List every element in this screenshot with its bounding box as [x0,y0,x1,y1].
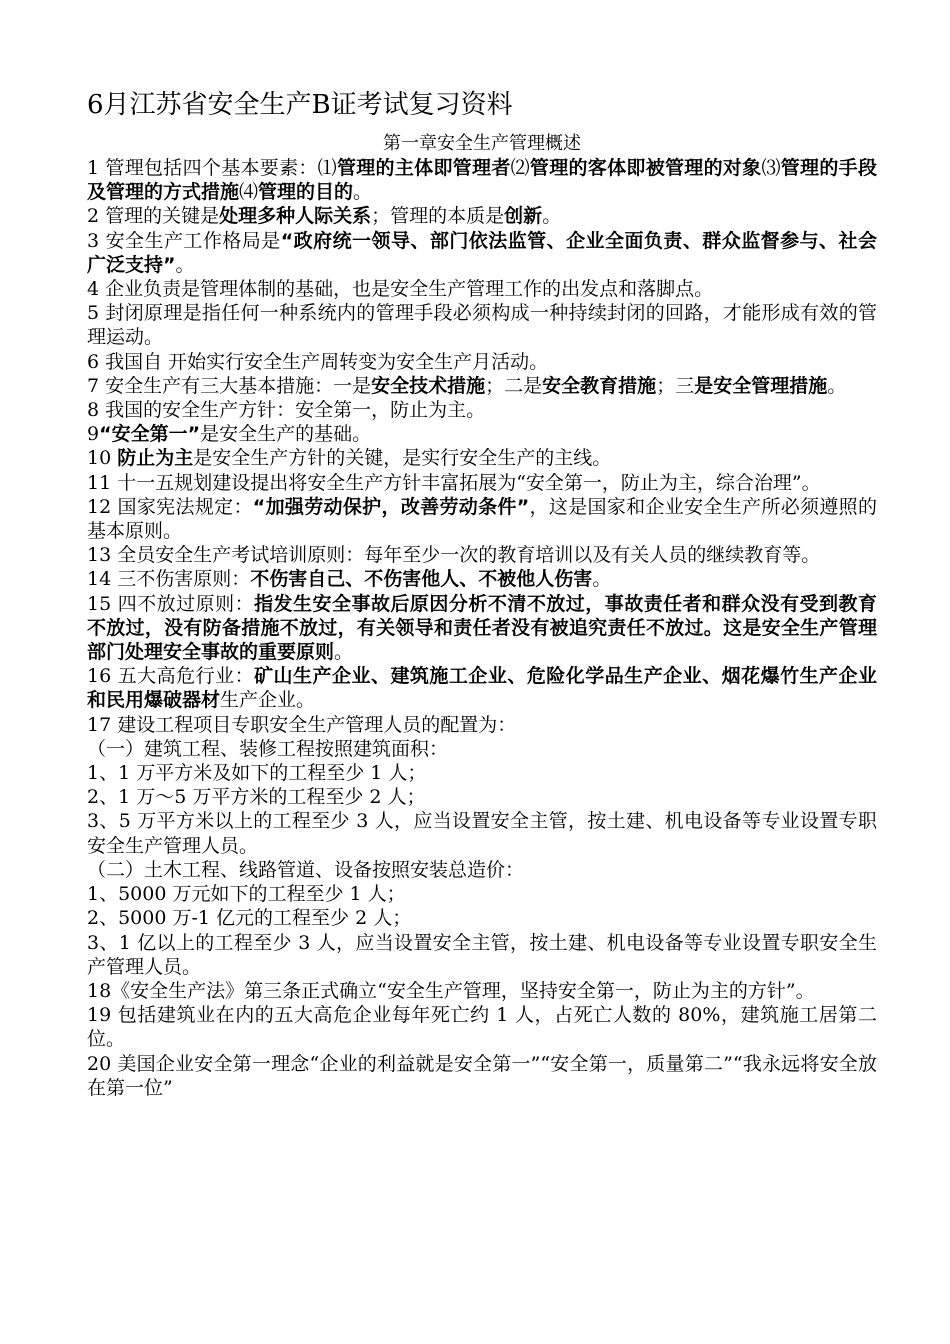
paragraph [87,398,877,422]
paragraph [87,471,877,495]
paragraph [87,761,877,785]
text-run: 9 [87,423,100,446]
text-run: 19 包括建筑业在内的五大高危企业每年死亡约 1 人，占死亡人数的 80%，建筑施工居第二位。 [87,1004,877,1051]
paragraph [87,979,877,1003]
text-run: 15 四不放过原则： [87,592,255,615]
bold-text: 矿山生产企业、建筑施工企业、危险化学品生产企业、烟花爆竹生产企业和民用爆破器材 [87,665,877,712]
paragraph [87,156,877,204]
chapter-title: 第一章安全生产管理概述 [383,133,581,154]
bold-text: 安全技术措施 [371,374,486,397]
text-run: （一）建筑工程、装修工程按照建筑面积： [87,737,449,760]
text-run: 10 [87,447,118,470]
text-run: 17 建设工程项目专职安全生产管理人员的配置为： [87,713,517,736]
text-run: ⑶ [761,157,781,179]
text-run: 1 管理包括四个基本要素：⑴ [87,157,337,179]
paragraph [87,204,877,228]
paragraph [87,592,877,665]
text-run: ，这是国家和企业安全生产所必须遵照的基本原则。 [87,495,877,543]
bold-text: 管理的客体即被管理的对象 [529,157,762,179]
text-run: 。 [592,568,612,591]
text-run: 20 美国企业安全第一理念“企业的利益就是安全第一”“安全第一，质量第二”“我永远将安全放在第一位” [87,1052,877,1099]
text-run: 。 [827,374,847,397]
text-run: 18《安全生产法》第三条正式确立“安全生产管理，坚持安全第一，防止为主的方针”。 [87,979,815,1002]
text-run: ；管理的本质是 [371,205,505,228]
bold-text: 管理的主体即管理者 [336,157,511,179]
paragraph [87,422,877,446]
bold-text: 不伤害自己、不伤害他人、不被他人伤害 [250,568,593,591]
bold-text: 指发生安全事故后原因分析不清不放过，事故责任者和群众没有受到教育不放过，没有防备措施不放过，有关领导和责任者没有被追究责任不放过。这是安全生产管理部门处理安全事故的重要原则 [87,592,877,664]
document-body [87,156,877,1100]
bold-text: 处理多种人际关系 [219,205,372,228]
text-run: 。 [353,181,373,204]
bold-text: “加强劳动保护，改善劳动条件” [252,495,530,518]
bold-text: 管理的目的 [258,181,354,204]
text-run: 2、1 万～5 万平方米的工程至少 2 人； [87,786,426,809]
document-page [87,86,877,1100]
paragraph [87,567,877,591]
text-run: 3、5 万平方米以上的工程至少 3 人，应当设置安全主管，按土建、机电设备等专业设置专职安全生产管理人员。 [87,810,877,857]
paragraph [87,301,877,349]
text-run: （二）土木工程、线路管道、设备按照安装总造价： [87,858,525,881]
text-run: 1、1 万平方米及如下的工程至少 1 人； [87,762,427,785]
text-run: 是安全生产方针的关键，是实行安全生产的主线。 [193,447,612,470]
text-run: 11 十一五规划建设提出将安全生产方针丰富拓展为“安全第一，防止为主，综合治理”。 [87,471,821,494]
document-title: 6月江苏省安全生产B证考试复习资料 [87,90,513,120]
paragraph [87,543,877,567]
text-run: 14 三不伤害原则： [87,568,251,591]
paragraph [87,931,877,979]
paragraph [87,809,877,857]
text-run: 2、5000 万-1 亿元的工程至少 2 人； [87,907,412,930]
text-run: 生产企业。 [220,689,316,712]
text-run: 6 我国自 开始实行安全生产周转变为安全生产月活动。 [87,350,549,373]
paragraph [87,713,877,737]
text-run: 7 安全生产有三大基本措施：一是 [87,374,372,397]
bold-text: “政府统一领导、部门依法监管、企业全面负责、群众监督参与、社会广泛支持” [87,229,877,276]
paragraph [87,446,877,470]
text-run: 。 [175,253,195,276]
bold-text: 管理的手段及管理的方式措施 [87,157,877,204]
paragraph [87,350,877,374]
bold-text: 安全教育措施 [542,374,657,397]
text-run: 。 [334,641,354,664]
text-run: 3、1 亿以上的工程至少 3 人，应当设置安全主管，按土建、机电设备等专业设置专职安全生产管理人员。 [87,931,877,978]
text-run: 8 我国的安全生产方针：安全第一，防止为主。 [87,399,486,422]
text-run: ⑷ [239,181,259,204]
text-run: 4 企业负责是管理体制的基础，也是安全生产管理工作的出发点和落脚点。 [87,278,714,301]
text-run: 12 国家宪法规定： [87,495,253,518]
text-run: 5 封闭原理是指任何一种系统内的管理手段必须构成一种持续封闭的回路，才能形成有效的管理运动。 [87,302,877,349]
paragraph [87,664,877,712]
text-run: 16 五大高危行业： [87,665,255,688]
paragraph [87,495,877,543]
paragraph [87,858,877,882]
bold-text: 是安全管理措施 [694,374,828,397]
bold-text: “安全第一” [99,423,201,446]
text-run: 2 管理的关键是 [87,205,220,228]
paragraph [87,882,877,906]
text-run: ；二是 [485,374,543,397]
paragraph [87,906,877,930]
paragraph [87,737,877,761]
paragraph [87,785,877,809]
text-run: 3 安全生产工作格局是 [87,229,281,252]
text-run: 。 [542,205,562,228]
paragraph [87,229,877,277]
text-run: ⑵ [510,157,530,179]
paragraph [87,374,877,398]
text-run: ；三 [656,374,695,397]
bold-text: 防止为主 [117,447,194,470]
bold-text: 创新 [504,205,543,228]
text-run: 是安全生产的基础。 [200,423,372,446]
text-run: 1、5000 万元如下的工程至少 1 人； [87,883,406,906]
text-run: 13 全员安全生产考试培训原则：每年至少一次的教育培训以及有关人员的继续教育等。 [87,544,821,567]
paragraph [87,1052,877,1100]
paragraph [87,1003,877,1051]
paragraph [87,277,877,301]
